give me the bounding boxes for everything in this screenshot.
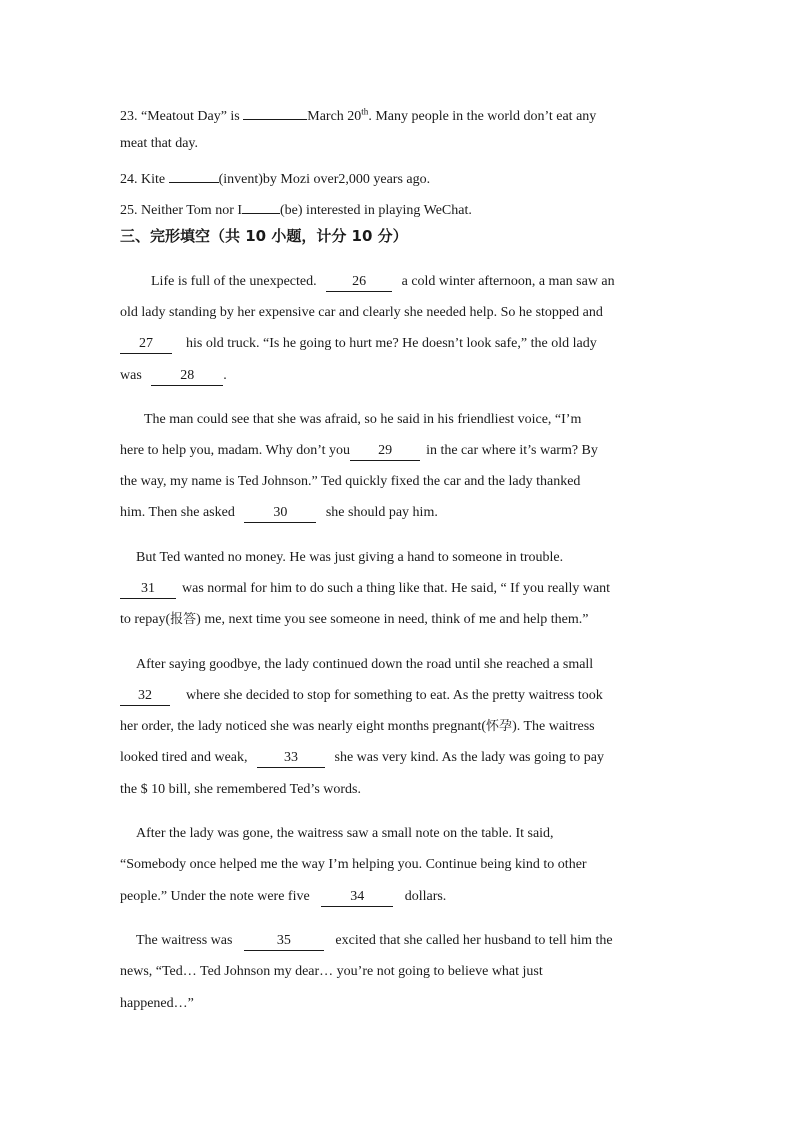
text: The man could see that she was afraid, so he said in his friendliest voice, “I’m [144, 412, 582, 427]
paragraph-4-line-5 [120, 780, 361, 800]
paragraph-4-line-4 [120, 748, 604, 768]
answer-blank[interactable] [242, 196, 280, 214]
question-25-line [120, 196, 472, 216]
question-23-line-2 [120, 134, 198, 154]
question-text: “Meatout Day” is [141, 109, 244, 124]
superscript: th [361, 106, 369, 117]
text: the way, my name is Ted Johnson.” Ted quickly fixed the car and the lady thanked [120, 474, 581, 489]
text: The waitress was [136, 933, 233, 948]
paragraph-5-line-3 [120, 887, 446, 907]
text: in the car where it’s warm? By [426, 443, 598, 458]
paragraph-4-line-3 [120, 717, 595, 737]
blank-27[interactable]: 27 [120, 336, 172, 354]
paragraph-3-line-1 [136, 548, 563, 568]
text: him. Then she asked [120, 505, 235, 520]
text: where she decided to stop for something to eat. As the pretty waitress took [186, 688, 603, 703]
paragraph-2-line-2 [120, 441, 598, 461]
text: Life is full of the unexpected. [151, 274, 317, 289]
paragraph-1-line-3 [120, 334, 597, 354]
text: she was very kind. As the lady was going to pay [334, 750, 604, 765]
text: happened…” [120, 996, 194, 1011]
text: his old truck. “Is he going to hurt me? He doesn’t look safe,” the old lady [186, 336, 597, 351]
paragraph-6-line-1 [136, 931, 613, 951]
text: But Ted wanted no money. He was just giving a hand to someone in trouble. [136, 550, 564, 565]
text: After the lady was gone, the waitress saw a small note on the table. It said, [136, 826, 554, 841]
text: was [120, 368, 142, 383]
blank-33[interactable]: 33 [257, 750, 325, 768]
paragraph-3-line-2 [120, 579, 610, 599]
paragraph-6-line-3 [120, 994, 194, 1014]
question-text: (invent)by Mozi over2,000 years ago. [218, 172, 431, 187]
question-text: March 20 [307, 109, 362, 124]
text: excited that she called her husband to tell him the [335, 933, 613, 948]
paragraph-4-line-1 [136, 655, 593, 675]
blank-30[interactable]: 30 [244, 505, 316, 523]
text: ) me, next time you see someone in need, think of me and help them.” [196, 612, 589, 627]
question-text: . Many people in the world don’t eat any [368, 109, 597, 124]
answer-blank[interactable] [243, 102, 307, 120]
text: a cold winter afternoon, a man saw an [401, 274, 615, 289]
text: here to help you, madam. Why don’t you [120, 443, 351, 458]
question-24-line [120, 165, 430, 185]
text: to repay( [120, 612, 171, 627]
blank-31[interactable]: 31 [120, 581, 176, 599]
blank-35[interactable]: 35 [244, 933, 324, 951]
question-23-line-1 [120, 102, 596, 122]
chinese-gloss: 怀孕 [486, 719, 513, 734]
text: After saying goodbye, the lady continued down the road until she reached a small [136, 657, 594, 672]
section-heading: 三、完形填空（共 10 小题，计分 10 分） [120, 227, 408, 245]
paragraph-3-line-3 [120, 610, 588, 630]
question-number: 23. [120, 109, 141, 124]
answer-blank[interactable] [169, 165, 219, 183]
text: . [223, 368, 227, 383]
question-text: Kite [141, 172, 169, 187]
question-number: 24. [120, 172, 141, 187]
question-text: Neither Tom nor I [141, 203, 243, 218]
paragraph-6-line-2 [120, 962, 543, 982]
text: her order, the lady noticed she was nearly eight months pregnant( [120, 719, 487, 734]
paragraph-1-line-1 [151, 272, 615, 292]
paragraph-5-line-1 [136, 824, 554, 844]
blank-29[interactable]: 29 [350, 443, 420, 461]
text: was normal for him to do such a thing like that. He said, “ If you really want [182, 581, 611, 596]
paragraph-2-line-3 [120, 472, 580, 492]
paragraph-5-line-2 [120, 855, 587, 875]
text: “Somebody once helped me the way I’m helping you. Continue being kind to other [120, 857, 587, 872]
text: people.” Under the note were five [120, 889, 310, 904]
text: looked tired and weak, [120, 750, 248, 765]
paragraph-1-line-4 [120, 366, 227, 386]
question-number: 25. [120, 203, 141, 218]
paragraph-2-line-1 [144, 410, 581, 430]
text: dollars. [404, 889, 447, 904]
question-text: (be) interested in playing WeChat. [280, 203, 472, 218]
paragraph-1-line-2 [120, 303, 603, 323]
chinese-gloss: 报答 [170, 612, 197, 627]
blank-32[interactable]: 32 [120, 688, 170, 706]
text: old lady standing by her expensive car and clearly she needed help. So he stopped and [120, 305, 603, 320]
paragraph-4-line-2 [120, 686, 603, 706]
blank-26[interactable]: 26 [326, 274, 392, 292]
blank-28[interactable]: 28 [151, 368, 223, 386]
text: she should pay him. [325, 505, 438, 520]
paragraph-2-line-4 [120, 503, 438, 523]
text: ). The waitress [512, 719, 595, 734]
text: news, “Ted… Ted Johnson my dear… you’re not going to believe what just [120, 964, 543, 979]
blank-34[interactable]: 34 [321, 889, 393, 907]
text: the $ 10 bill, she remembered Ted’s words. [120, 782, 361, 797]
question-text: meat that day. [120, 136, 199, 151]
